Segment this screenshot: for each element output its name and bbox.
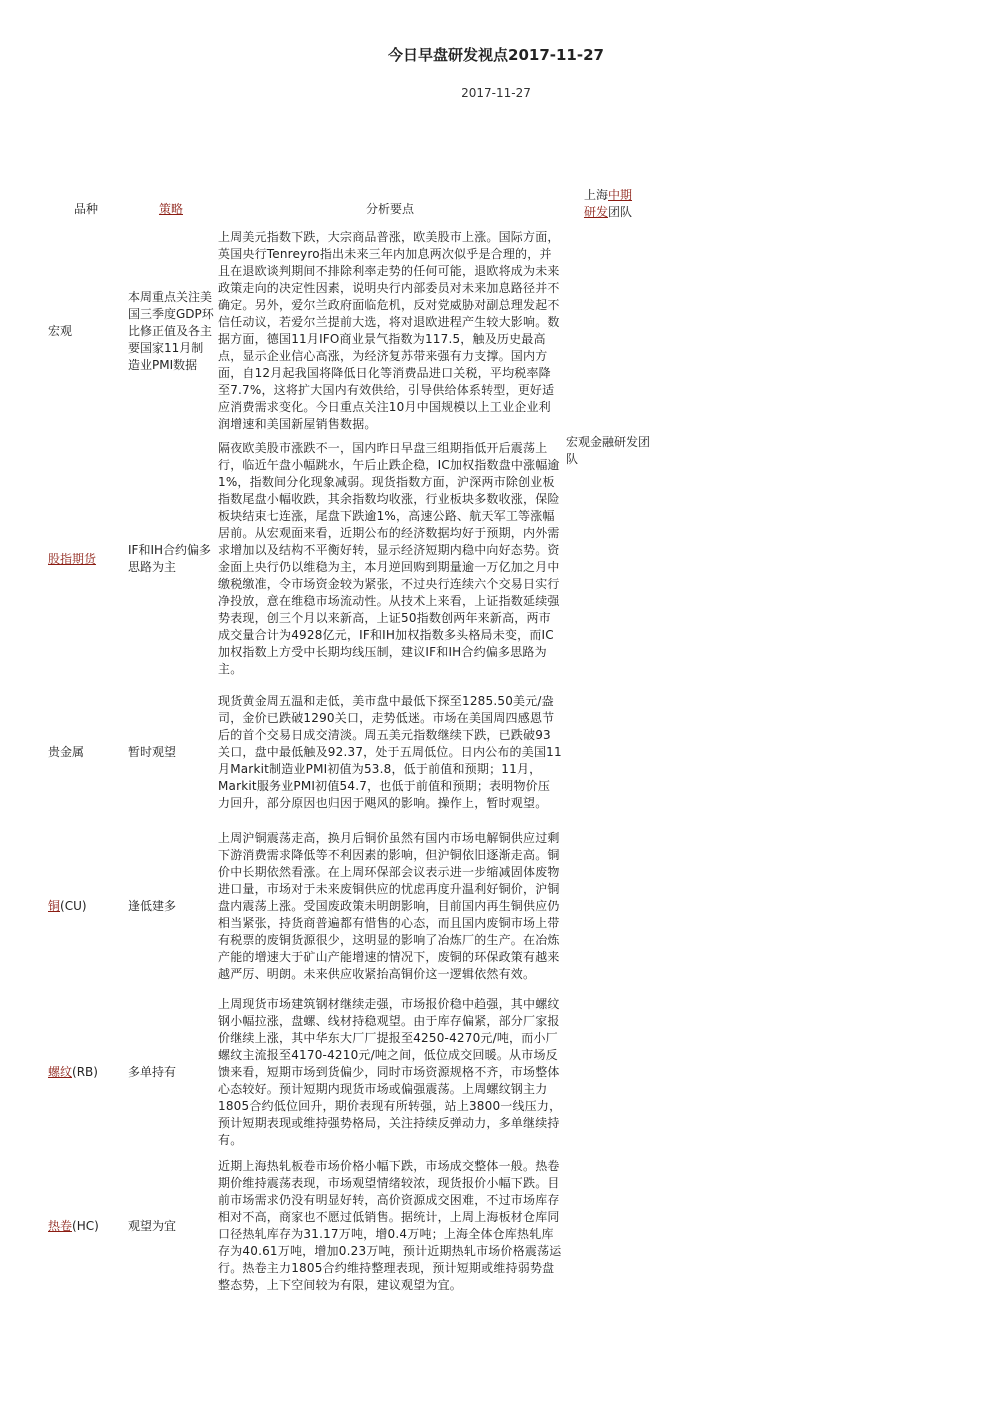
team-cell — [564, 1152, 652, 1300]
variety-cell — [46, 820, 126, 992]
document-title: 今日早盘研发视点2017-11-27 — [388, 46, 604, 64]
strategy-cell: 多单持有 — [128, 1064, 177, 1079]
header-strategy-link[interactable]: 策略 — [158, 201, 183, 216]
analysis-cell: 隔夜欧美股市涨跌不一，国内昨日早盘三组期指低开后震荡上行，临近午盘小幅跳水，午后止跌企稳，IC加权指数盘中涨幅逾1%，指数间分化现象减弱。现货指数方面，沪深两市除创业板指数尾盘小幅收跌，其余指数均收涨，行业板块多数收涨，保险板块结束七连涨，尾盘下跌逾1%，高速公路、航天军工等涨幅居前。从宏观面来看，近期公布的经济数据均好于预期，内外需求增加以及结构不平衡好转，显示经济短期内稳中向好态势。资金面上央行仍以维稳为主，本月逆回购到期量逾一万亿加之月中缴税缴准，令市场资金较为紧张，不过央行连续六个交易日实行净投放，意在维稳市场流动性。从技术上来看，上证指数延续强势表现，创三个月以来新高，上证50指数创两年来新高，两市成交量合计为4928亿元，IF和IH加权指数多头格局未变，而IC加权指数上方受中长期均线压制，建议IF和IH合约偏多思路为主。 — [218, 441, 560, 676]
variety-cell — [46, 228, 126, 434]
strategy-cell: 暂时观望 — [128, 744, 177, 759]
variety-label: 贵金属 — [48, 744, 85, 759]
header-row — [46, 190, 652, 228]
table-row — [46, 820, 652, 992]
analysis-cell: 近期上海热轧板卷市场价格小幅下跌，市场成交整体一般。热卷期价维持震荡表现，市场观望情绪较浓，现货报价小幅下跌。目前市场需求仍没有明显好转，高价资源成交困难，不过市场库存相对不高，商家也不愿过低销售。据统计，上周上海板材仓库同口径热轧库存为31.17万吨，增0.4万吨；上海全体仓库热轧库存为40.61万吨，增加0.23万吨，预计近期热轧市场价格震荡运行。热卷主力1805合约维持整理表现，预计短期或维持弱势盘整态势，上下空间较为有限，建议观望为宜。 — [218, 1159, 562, 1292]
header-strategy — [126, 190, 216, 228]
team-cell: 宏观金融研发团队 — [566, 435, 651, 466]
variety-link[interactable]: 热卷 — [48, 1218, 73, 1233]
header-team: 上海中期 研发团队 — [583, 188, 633, 219]
variety-cell — [46, 684, 126, 820]
table-row — [46, 1152, 652, 1300]
link-zhongqi[interactable]: 中期 — [608, 188, 633, 202]
variety-code: (CU) — [60, 898, 87, 913]
table-row — [46, 228, 652, 434]
analysis-cell: 上周现货市场建筑钢材继续走强，市场报价稳中趋强，其中螺纹钢小幅拉涨，盘螺、线材持稳观望。由于库存偏紧，部分厂家报价继续上涨，其中华东大厂厂提报至4250-4270元/吨，而小厂螺纹主流报至4170-4210元/吨之间，低位成交回暖。从市场反馈来看，短期市场到货偏少，同时市场资源规格不齐，市场整体心态较好。预计短期内现货市场或偏强震荡。上周螺纹钢主力1805合约低位回升，期价表现有所转强，站上3800一线压力，预计短期表现或维持强势格局，关注持续反弹动力，多单继续持有。 — [218, 996, 562, 1147]
variety-code: (RB) — [72, 1064, 98, 1079]
variety-link[interactable]: 股指期货 — [48, 551, 97, 566]
team-cell — [564, 992, 652, 1152]
strategy-cell: 本周重点关注美国三季度GDP环比修正值及各主要国家11月制造业PMI数据 — [128, 289, 214, 372]
variety-cell — [46, 1152, 126, 1300]
team-cell — [564, 820, 652, 992]
strategy-cell: 逢低建多 — [128, 898, 177, 913]
header-analysis: 分析要点 — [365, 201, 414, 216]
link-yanfa[interactable]: 研发 — [583, 205, 608, 219]
variety-link[interactable]: 铜 — [48, 898, 61, 913]
variety-code: (HC) — [72, 1218, 99, 1233]
variety-cell — [46, 434, 126, 684]
header-variety: 品种 — [73, 201, 98, 216]
team-cell — [564, 228, 652, 434]
analysis-cell: 上周沪铜震荡走高，换月后铜价虽然有国内市场电解铜供应过剩下游消费需求降低等不利因素的影响，但沪铜依旧逐渐走高。铜价中长期依然看涨。在上周环保部会议表示进一步缩减固体废物进口量，市场对于未来废铜供应的忧虑再度升温利好铜价，沪铜盘内震荡上涨。受国废政策未明朗影响，目前国内再生铜供应仍相当紧张，持货商普遍都有惜售的心态，而且国内废铜市场上带有税票的废铜货源很少，这明显的影响了冶炼厂的生产。在冶炼产能的增速大于矿山产能增速的情况下，废铜的环保政策有越来越严厉、明朗。未来供应收紧抬高铜价这一逻辑依然有效。 — [218, 830, 560, 981]
variety-label: 宏观 — [48, 323, 73, 338]
table-row — [46, 992, 652, 1152]
team-cell — [564, 684, 652, 820]
table-row — [46, 434, 652, 684]
table-row — [46, 684, 652, 820]
analysis-cell: 现货黄金周五温和走低，美市盘中最低下探至1285.50美元/盎司，金价已跌破1290关口，走势低迷。市场在美国周四感恩节后的首个交易日成交清淡。周五美元指数继续下跌，已跌破93关口，盘中最低触及92.37，处于五周低位。日内公布的美国11月Markit制造业PMI初值为53.8，低于前值和预期；11月，Markit服务业PMI初值54.7，也低于前值和预期；表明物价压力回升，部分原因也归因于飓风的影响。操作上，暂时观望。 — [218, 693, 562, 810]
analysis-cell: 上周美元指数下跌，大宗商品普涨，欧美股市上涨。国际方面，英国央行Tenreyro指出未来三年内加息两次似乎是合理的，并且在退欧谈判期间不排除利率走势的任何可能，退欧将成为未来政策走向的决定性因素，说明央行内部委员对未来加息路径并不确定。另外，爱尔兰政府面临危机，反对党威胁对副总理发起不信任动议，若爱尔兰提前大选，将对退欧进程产生较大影响。数据方面，德国11月IFO商业景气指数为117.5，触及历史最高点，显示企业信心高涨，为经济复苏带来强有力支撑。国内方面，自12月起我国将降低日化等消费品进口关税，平均税率降至7.7%，这将扩大国内有效供给，引导供给体系转型，更好适应消费需求变化。今日重点关注10月中国规模以上工业企业利润增速和美国新屋销售数据。 — [218, 230, 560, 431]
document-date: 2017-11-27 — [461, 86, 531, 100]
variety-link[interactable]: 螺纹 — [48, 1064, 73, 1079]
strategy-cell: 观望为宜 — [128, 1218, 177, 1233]
report-table — [46, 190, 652, 1300]
strategy-cell: IF和IH合约偏多思路为主 — [128, 543, 212, 574]
variety-cell — [46, 992, 126, 1152]
